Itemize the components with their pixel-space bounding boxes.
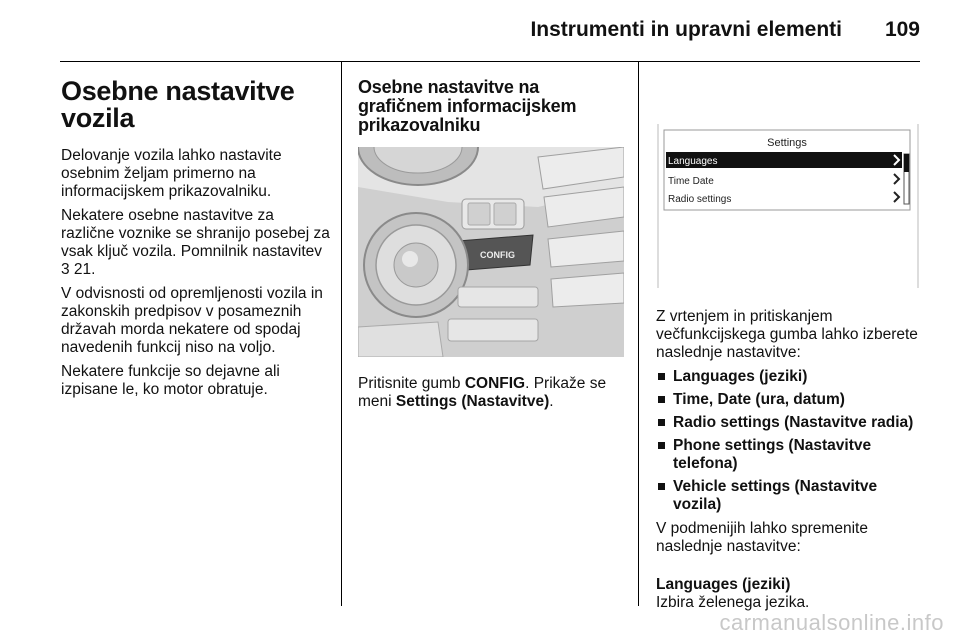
- col2-heading: Osebne nastavitve na grafičnem informacijskem prikazovalniku: [358, 77, 577, 135]
- page-header: [60, 14, 920, 52]
- col1-paragraph-2: [61, 207, 331, 279]
- text-fragment: .: [549, 393, 554, 410]
- col3-paragraph-3: Izbira želenega jezika.: [656, 594, 810, 611]
- languages-subheading: Languages (jeziki): [656, 576, 791, 593]
- page-number: 109: [884, 18, 920, 41]
- dashboard-controls-illustration: [358, 147, 624, 357]
- col1-heading: Osebne nastavitve vozila: [61, 76, 295, 133]
- list-item: Vehicle settings (Nastavitve vozila): [656, 478, 926, 514]
- col3-paragraph-2: V podmenijih lahko spremenite naslednje nastavitve:: [656, 520, 868, 555]
- list-item: Phone settings (Nastavitve telefona): [656, 437, 926, 473]
- col1-paragraph-3: V odvisnosti od opremljenosti vozila in zakonskih predpisov v posameznih državah morda nekatere od spodaj navedenih funkcij niso na voljo.: [61, 285, 323, 356]
- screen-item-languages: Languages: [668, 156, 718, 167]
- column-divider-2: [638, 62, 639, 606]
- text-fragment: . Prikaže se meni: [358, 375, 607, 410]
- text-fragment: Pritisnite gumb: [358, 375, 465, 392]
- screen-title: Settings: [767, 137, 807, 149]
- section-title: Instrumenti in upravni elementi: [530, 18, 842, 41]
- scrollbar-thumb: [904, 154, 909, 172]
- settings-screen-illustration: [656, 78, 926, 288]
- column-2: [358, 78, 624, 417]
- cross-reference: 3 21.: [61, 261, 96, 278]
- watermark: carmanualsonline.info: [719, 610, 944, 635]
- config-button-ref: CONFIG: [464, 375, 526, 392]
- col1-paragraph-1: Delovanje vozila lahko nastavite osebnim željam primerno na informacijskem prikazovalniku.: [61, 147, 282, 200]
- col1-p2-text: Nekatere osebne nastavitve za različne voznike se shranijo posebej za vsak ključ vozila. Pomnilnik nastavitev: [61, 207, 330, 260]
- col3-intro: Z vrtenjem in pritiskanjem večfunkcijskega gumba lahko izberete naslednje nastavitve:: [656, 308, 918, 361]
- list-item: Languages (jeziki): [656, 368, 926, 386]
- config-label: CONFIG: [480, 250, 515, 260]
- settings-list: [656, 368, 926, 514]
- column-divider-1: [341, 62, 342, 606]
- config-button-photo: [358, 147, 624, 357]
- screen-item-radio-settings: Radio settings: [668, 194, 732, 205]
- header-rule: [60, 61, 920, 62]
- column-1: [61, 78, 331, 405]
- settings-menu-ref: Settings (Nastavitve): [395, 393, 550, 410]
- column-3: [656, 78, 926, 618]
- screen-item-time-date: Time Date: [668, 176, 714, 187]
- col2-paragraph: [358, 375, 624, 411]
- col1-paragraph-4: Nekatere funkcije so dejavne ali izpisane le, ko motor obratuje.: [61, 363, 280, 398]
- list-item: Radio settings (Nastavitve radia): [656, 414, 926, 432]
- list-item: Time, Date (ura, datum): [656, 391, 926, 409]
- settings-screen-svg: [656, 78, 926, 288]
